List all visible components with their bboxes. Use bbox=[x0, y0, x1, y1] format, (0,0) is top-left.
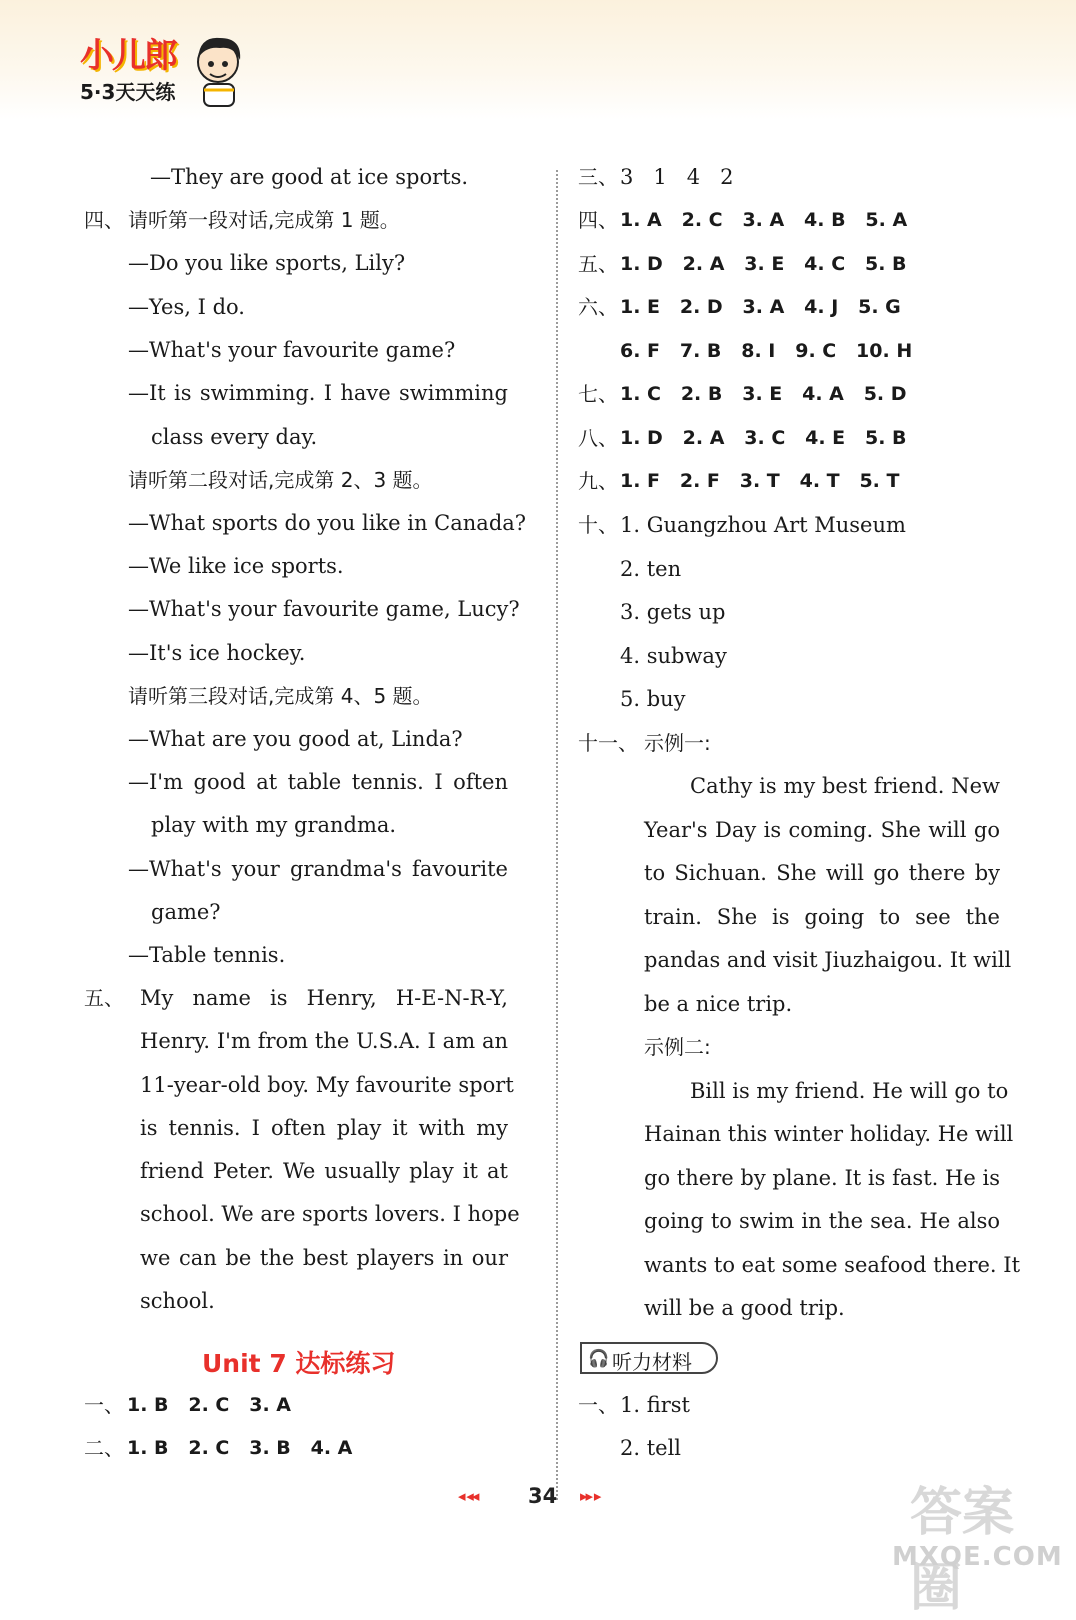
example-label: 示例二: bbox=[644, 1035, 711, 1059]
section-number: 六、 bbox=[578, 295, 618, 319]
tag-label: 听力材料 bbox=[612, 1350, 692, 1374]
passage-line: My name is Henry, H-E-N-R-Y, bbox=[140, 986, 508, 1010]
logo-title: 小儿郎 bbox=[80, 36, 176, 76]
watermark-url: MXQE.COM bbox=[892, 1542, 1063, 1572]
section-number: 九、 bbox=[578, 469, 618, 493]
passage-line: friend Peter. We usually play it at bbox=[140, 1159, 508, 1183]
section-number: 四、 bbox=[578, 208, 618, 232]
dialogue-line: —What sports do you like in Canada? bbox=[128, 511, 527, 535]
section-number: 四、 bbox=[84, 208, 124, 232]
answer-row: 6. F 7. B 8. I 9. C 10. H bbox=[620, 340, 913, 362]
dialogue-line: —What's your favourite game, Lucy? bbox=[128, 597, 520, 621]
text-line: —They are good at ice sports. bbox=[150, 165, 469, 189]
answer-row: 1. D 2. A 3. C 4. E 5. B bbox=[620, 427, 907, 449]
answer-row: 1. A 2. C 3. A 4. B 5. A bbox=[620, 209, 908, 231]
passage-line: Henry. I'm from the U.S.A. I am an bbox=[140, 1029, 508, 1053]
essay-line: Year's Day is coming. She will go bbox=[644, 818, 1000, 842]
essay-line: will be a good trip. bbox=[644, 1296, 845, 1320]
essay-line: wants to eat some seafood there. It bbox=[644, 1253, 1021, 1277]
dialogue-line: —What's your grandma's favourite bbox=[128, 857, 508, 881]
answer-row: 1. B 2. C 3. A bbox=[127, 1394, 291, 1416]
passage-line: is tennis. I often play it with my bbox=[140, 1116, 508, 1140]
passage-line: school. bbox=[140, 1289, 215, 1313]
answer-item: 5. buy bbox=[620, 687, 686, 711]
section-instruction: 请听第三段对话,完成第 4、5 题。 bbox=[128, 684, 433, 708]
dialogue-line: —It's ice hockey. bbox=[128, 641, 306, 665]
dialogue-line: —What's your favourite game? bbox=[128, 338, 456, 362]
section-number: 三、 bbox=[578, 165, 618, 189]
dialogue-line: —I'm good at table tennis. I often bbox=[128, 770, 508, 794]
essay-line: going to swim in the sea. He also bbox=[644, 1209, 1000, 1233]
section-number: 七、 bbox=[578, 382, 618, 406]
essay-line: pandas and visit Jiuzhaigou. It will bbox=[644, 948, 1012, 972]
passage-line: we can be the best players in our bbox=[140, 1246, 508, 1270]
answer-item: 2. tell bbox=[620, 1436, 682, 1460]
dialogue-line: —Yes, I do. bbox=[128, 295, 245, 319]
section-number: 八、 bbox=[578, 426, 618, 450]
example-label: 示例一: bbox=[644, 731, 711, 755]
passage-line: school. We are sports lovers. I hope bbox=[140, 1202, 520, 1226]
answer-item: 1. Guangzhou Art Museum bbox=[620, 513, 906, 537]
essay-line: go there by plane. It is fast. He is bbox=[644, 1166, 1000, 1190]
listening-material-tag bbox=[580, 1342, 718, 1374]
essay-line: Hainan this winter holiday. He will bbox=[644, 1122, 1014, 1146]
dialogue-line: —Table tennis. bbox=[128, 943, 286, 967]
section-number: 五、 bbox=[578, 252, 618, 276]
page-footer bbox=[458, 1484, 628, 1512]
dialogue-line: —We like ice sports. bbox=[128, 554, 344, 578]
section-number: 十、 bbox=[578, 513, 618, 537]
logo-subtitle: 5·3天天练 bbox=[80, 80, 176, 104]
column-divider bbox=[556, 170, 558, 1500]
essay-line: to Sichuan. She will go there by bbox=[644, 861, 1000, 885]
section-number: 二、 bbox=[84, 1436, 124, 1460]
dialogue-line: —It is swimming. I have swimming bbox=[128, 381, 508, 405]
answer-item: 2. ten bbox=[620, 557, 682, 581]
answer-row: 3 1 4 2 bbox=[620, 165, 734, 189]
dialogue-line: —Do you like sports, Lily? bbox=[128, 251, 406, 275]
watermark-logo: 答案圈 bbox=[910, 1483, 1015, 1618]
essay-line: be a nice trip. bbox=[644, 992, 793, 1016]
dialogue-line: play with my grandma. bbox=[151, 813, 397, 837]
headphones-icon: 🎧 bbox=[588, 1349, 610, 1369]
dialogue-line: game? bbox=[151, 900, 221, 924]
answer-row: 1. D 2. A 3. E 4. C 5. B bbox=[620, 253, 907, 275]
next-page-icon[interactable]: ▸▸ ▸ bbox=[580, 1487, 600, 1505]
section-instruction: 请听第一段对话,完成第 1 题。 bbox=[128, 208, 400, 232]
section-number: 一、 bbox=[578, 1393, 618, 1417]
answer-item: 1. first bbox=[620, 1393, 690, 1417]
mascot-icon bbox=[190, 30, 250, 110]
watermark bbox=[880, 1470, 1063, 1618]
essay-line: Bill is my friend. He will go to bbox=[690, 1079, 1009, 1103]
answer-item: 4. subway bbox=[620, 644, 727, 668]
essay-line: Cathy is my best friend. New bbox=[690, 774, 1000, 798]
section-number: 十一、 bbox=[578, 731, 638, 755]
unit-title: Unit 7 达标练习 bbox=[202, 1349, 396, 1378]
page-number: 34 bbox=[528, 1484, 558, 1508]
dialogue-line: class every day. bbox=[151, 425, 318, 449]
answer-row: 1. E 2. D 3. A 4. J 5. G bbox=[620, 296, 901, 318]
answer-row: 1. C 2. B 3. E 4. A 5. D bbox=[620, 383, 907, 405]
answer-row: 1. F 2. F 3. T 4. T 5. T bbox=[620, 470, 900, 492]
dialogue-line: —What are you good at, Linda? bbox=[128, 727, 463, 751]
essay-line: train. She is going to see the bbox=[644, 905, 1000, 929]
section-number: 一、 bbox=[84, 1393, 124, 1417]
answer-row: 1. B 2. C 3. B 4. A bbox=[127, 1437, 353, 1459]
section-number: 五、 bbox=[84, 986, 124, 1010]
passage-line: 11-year-old boy. My favourite sport bbox=[140, 1073, 514, 1097]
section-instruction: 请听第二段对话,完成第 2、3 题。 bbox=[128, 468, 433, 492]
prev-page-icon[interactable]: ◂ ◂◂ bbox=[458, 1487, 478, 1505]
answer-item: 3. gets up bbox=[620, 600, 726, 624]
